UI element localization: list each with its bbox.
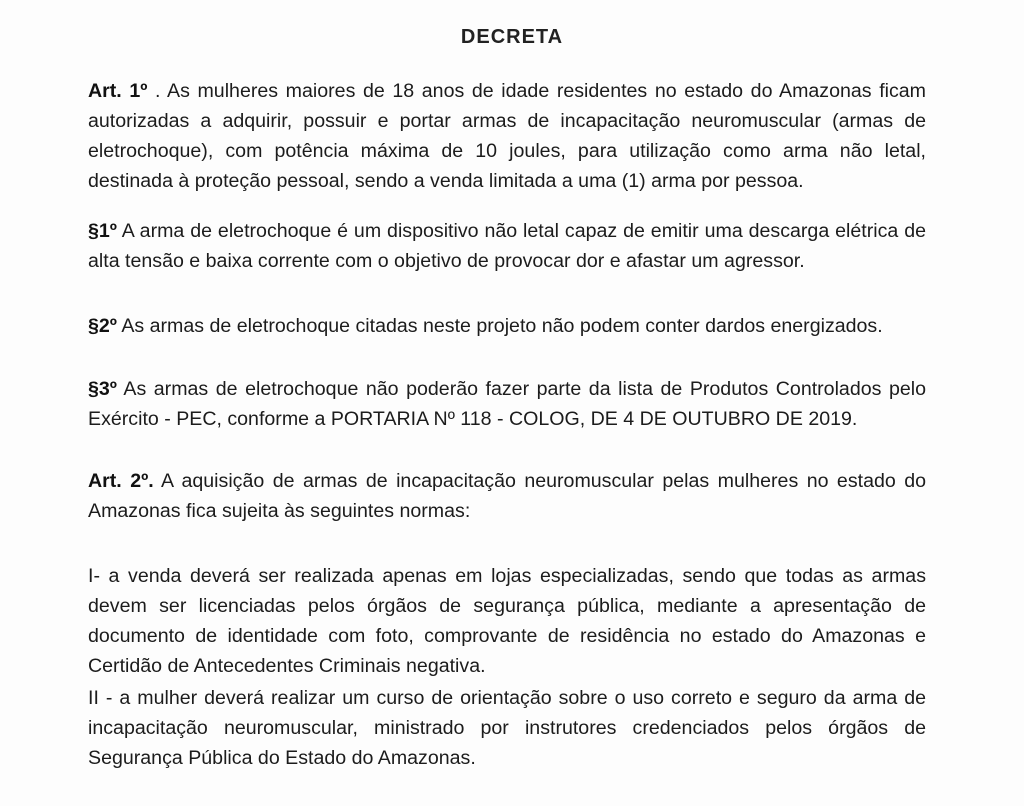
- paragraph-1-label: §1º: [88, 220, 117, 242]
- paragraph-2: [88, 311, 926, 341]
- item-2: II - a mulher deverá realizar um curso de orientação sobre o uso correto e seguro da arma de incapacitação neuromuscular, ministrado por instrutores credenciados pelos órgãos de Segurança Pública do Estado do Amazonas.: [88, 687, 926, 769]
- article-2-label: Art. 2º.: [88, 470, 154, 492]
- paragraph-2-label: §2º: [88, 315, 117, 337]
- paragraph-1: [88, 216, 926, 276]
- article-1-label: Art. 1º: [88, 80, 148, 102]
- paragraph-3: [88, 374, 926, 434]
- article-1: [88, 76, 926, 196]
- paragraph-3-text: As armas de eletrochoque não poderão fazer parte da lista de Produtos Controlados pelo Exército - PEC, conforme a PORTARIA Nº 118 - COLOG, DE 4 DE OUTUBRO DE 2019.: [88, 378, 926, 430]
- article-1-text: . As mulheres maiores de 18 anos de idade residentes no estado do Amazonas ficam autorizadas a adquirir, possuir e portar armas de incapacitação neuromuscular (armas de eletrochoque), com potência máxima de 10 joules, para utilização como arma não letal, destinada à proteção pessoal, sendo a venda limitada a uma (1) arma por pessoa.: [88, 80, 927, 192]
- article-2: [88, 466, 926, 526]
- paragraph-1-text: A arma de eletrochoque é um dispositivo não letal capaz de emitir uma descarga elétrica de alta tensão e baixa corrente com o objetivo de provocar dor e afastar um agressor.: [88, 220, 926, 272]
- document-heading: DECRETA: [460, 26, 564, 48]
- paragraph-2-text: As armas de eletrochoque citadas neste projeto não podem conter dardos energizados.: [116, 315, 883, 337]
- item-1: I- a venda deverá ser realizada apenas em lojas especializadas, sendo que todas as armas devem ser licenciadas pelos órgãos de segurança pública, mediante a apresentação de documento de identidade com foto, comprovante de residência no estado do Amazonas e Certidão de Antecedentes Criminais negativa.: [88, 565, 926, 677]
- paragraph-3-label: §3º: [88, 378, 117, 400]
- article-2-text: A aquisição de armas de incapacitação neuromuscular pelas mulheres no estado do Amazonas fica sujeita às seguintes normas:: [88, 470, 926, 522]
